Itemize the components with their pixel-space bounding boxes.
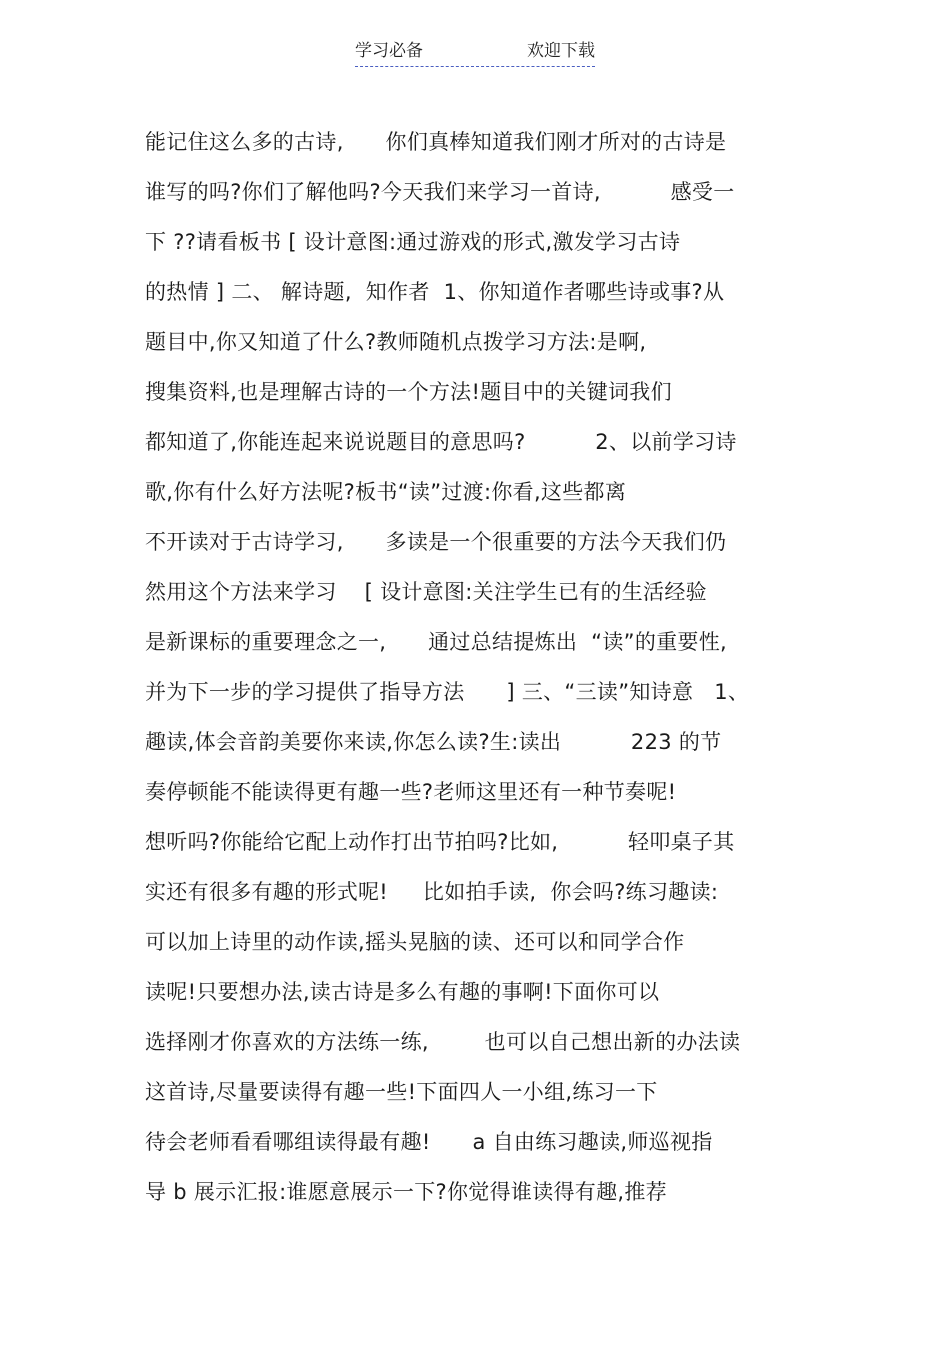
page-header (355, 40, 595, 67)
text-line: 导 b 展示汇报:谁愿意展示一下?你觉得谁读得有趣,推荐 (145, 1180, 667, 1204)
text-line: 题目中,你又知道了什么?教师随机点拨学习方法:是啊, (145, 330, 647, 354)
header-right-text: 欢迎下载 (527, 41, 595, 61)
text-line: 能记住这么多的古诗, 你们真棒知道我们刚才所对的古诗是 (145, 130, 727, 154)
text-line: 搜集资料,也是理解古诗的一个方法!题目中的关键词我们 (145, 380, 672, 404)
text-line: 奏停顿能不能读得更有趣一些?老师这里还有一种节奏呢! (145, 780, 677, 804)
document-body (145, 117, 825, 1217)
header-left-text: 学习必备 (355, 41, 423, 61)
text-line: 想听吗?你能给它配上动作打出节拍吗?比如, 轻叩桌子其 (145, 830, 735, 854)
text-line: 趣读,体会音韵美要你来读,你怎么读?生:读出 223 的节 (145, 730, 722, 754)
text-line: 歌,你有什么好方法呢?板书“读”过渡:你看,这些都离 (145, 480, 627, 504)
text-line: 谁写的吗?你们了解他吗?今天我们来学习一首诗, 感受一 (145, 180, 735, 204)
text-line: 并为下一步的学习提供了指导方法 ] 三、“三读”知诗意 1、 (145, 680, 750, 704)
text-line: 待会老师看看哪组读得最有趣! a 自由练习趣读,师巡视指 (145, 1130, 713, 1154)
text-line: 然用这个方法来学习 [ 设计意图:关注学生已有的生活经验 (145, 580, 707, 604)
text-line: 不开读对于古诗学习, 多读是一个很重要的方法今天我们仍 (145, 530, 727, 554)
text-line: 选择刚才你喜欢的方法练一练, 也可以自己想出新的办法读 (145, 1030, 741, 1054)
text-line: 读呢!只要想办法,读古诗是多么有趣的事啊!下面你可以 (145, 980, 660, 1004)
text-line: 下 ??请看板书 [ 设计意图:通过游戏的形式,激发学习古诗 (145, 230, 681, 254)
text-line: 实还有很多有趣的形式呢! 比如拍手读, 你会吗?练习趣读: (145, 880, 719, 904)
text-line: 都知道了,你能连起来说说题目的意思吗? 2、以前学习诗 (145, 430, 737, 454)
text-line: 这首诗,尽量要读得有趣一些!下面四人一小组,练习一下 (145, 1080, 658, 1104)
text-line: 是新课标的重要理念之一, 通过总结提炼出 “读”的重要性, (145, 630, 728, 654)
text-line: 的热情 ] 二、 解诗题, 知作者 1、你知道作者哪些诗或事?从 (145, 280, 725, 304)
text-line: 可以加上诗里的动作读,摇头晃脑的读、还可以和同学合作 (145, 930, 685, 954)
